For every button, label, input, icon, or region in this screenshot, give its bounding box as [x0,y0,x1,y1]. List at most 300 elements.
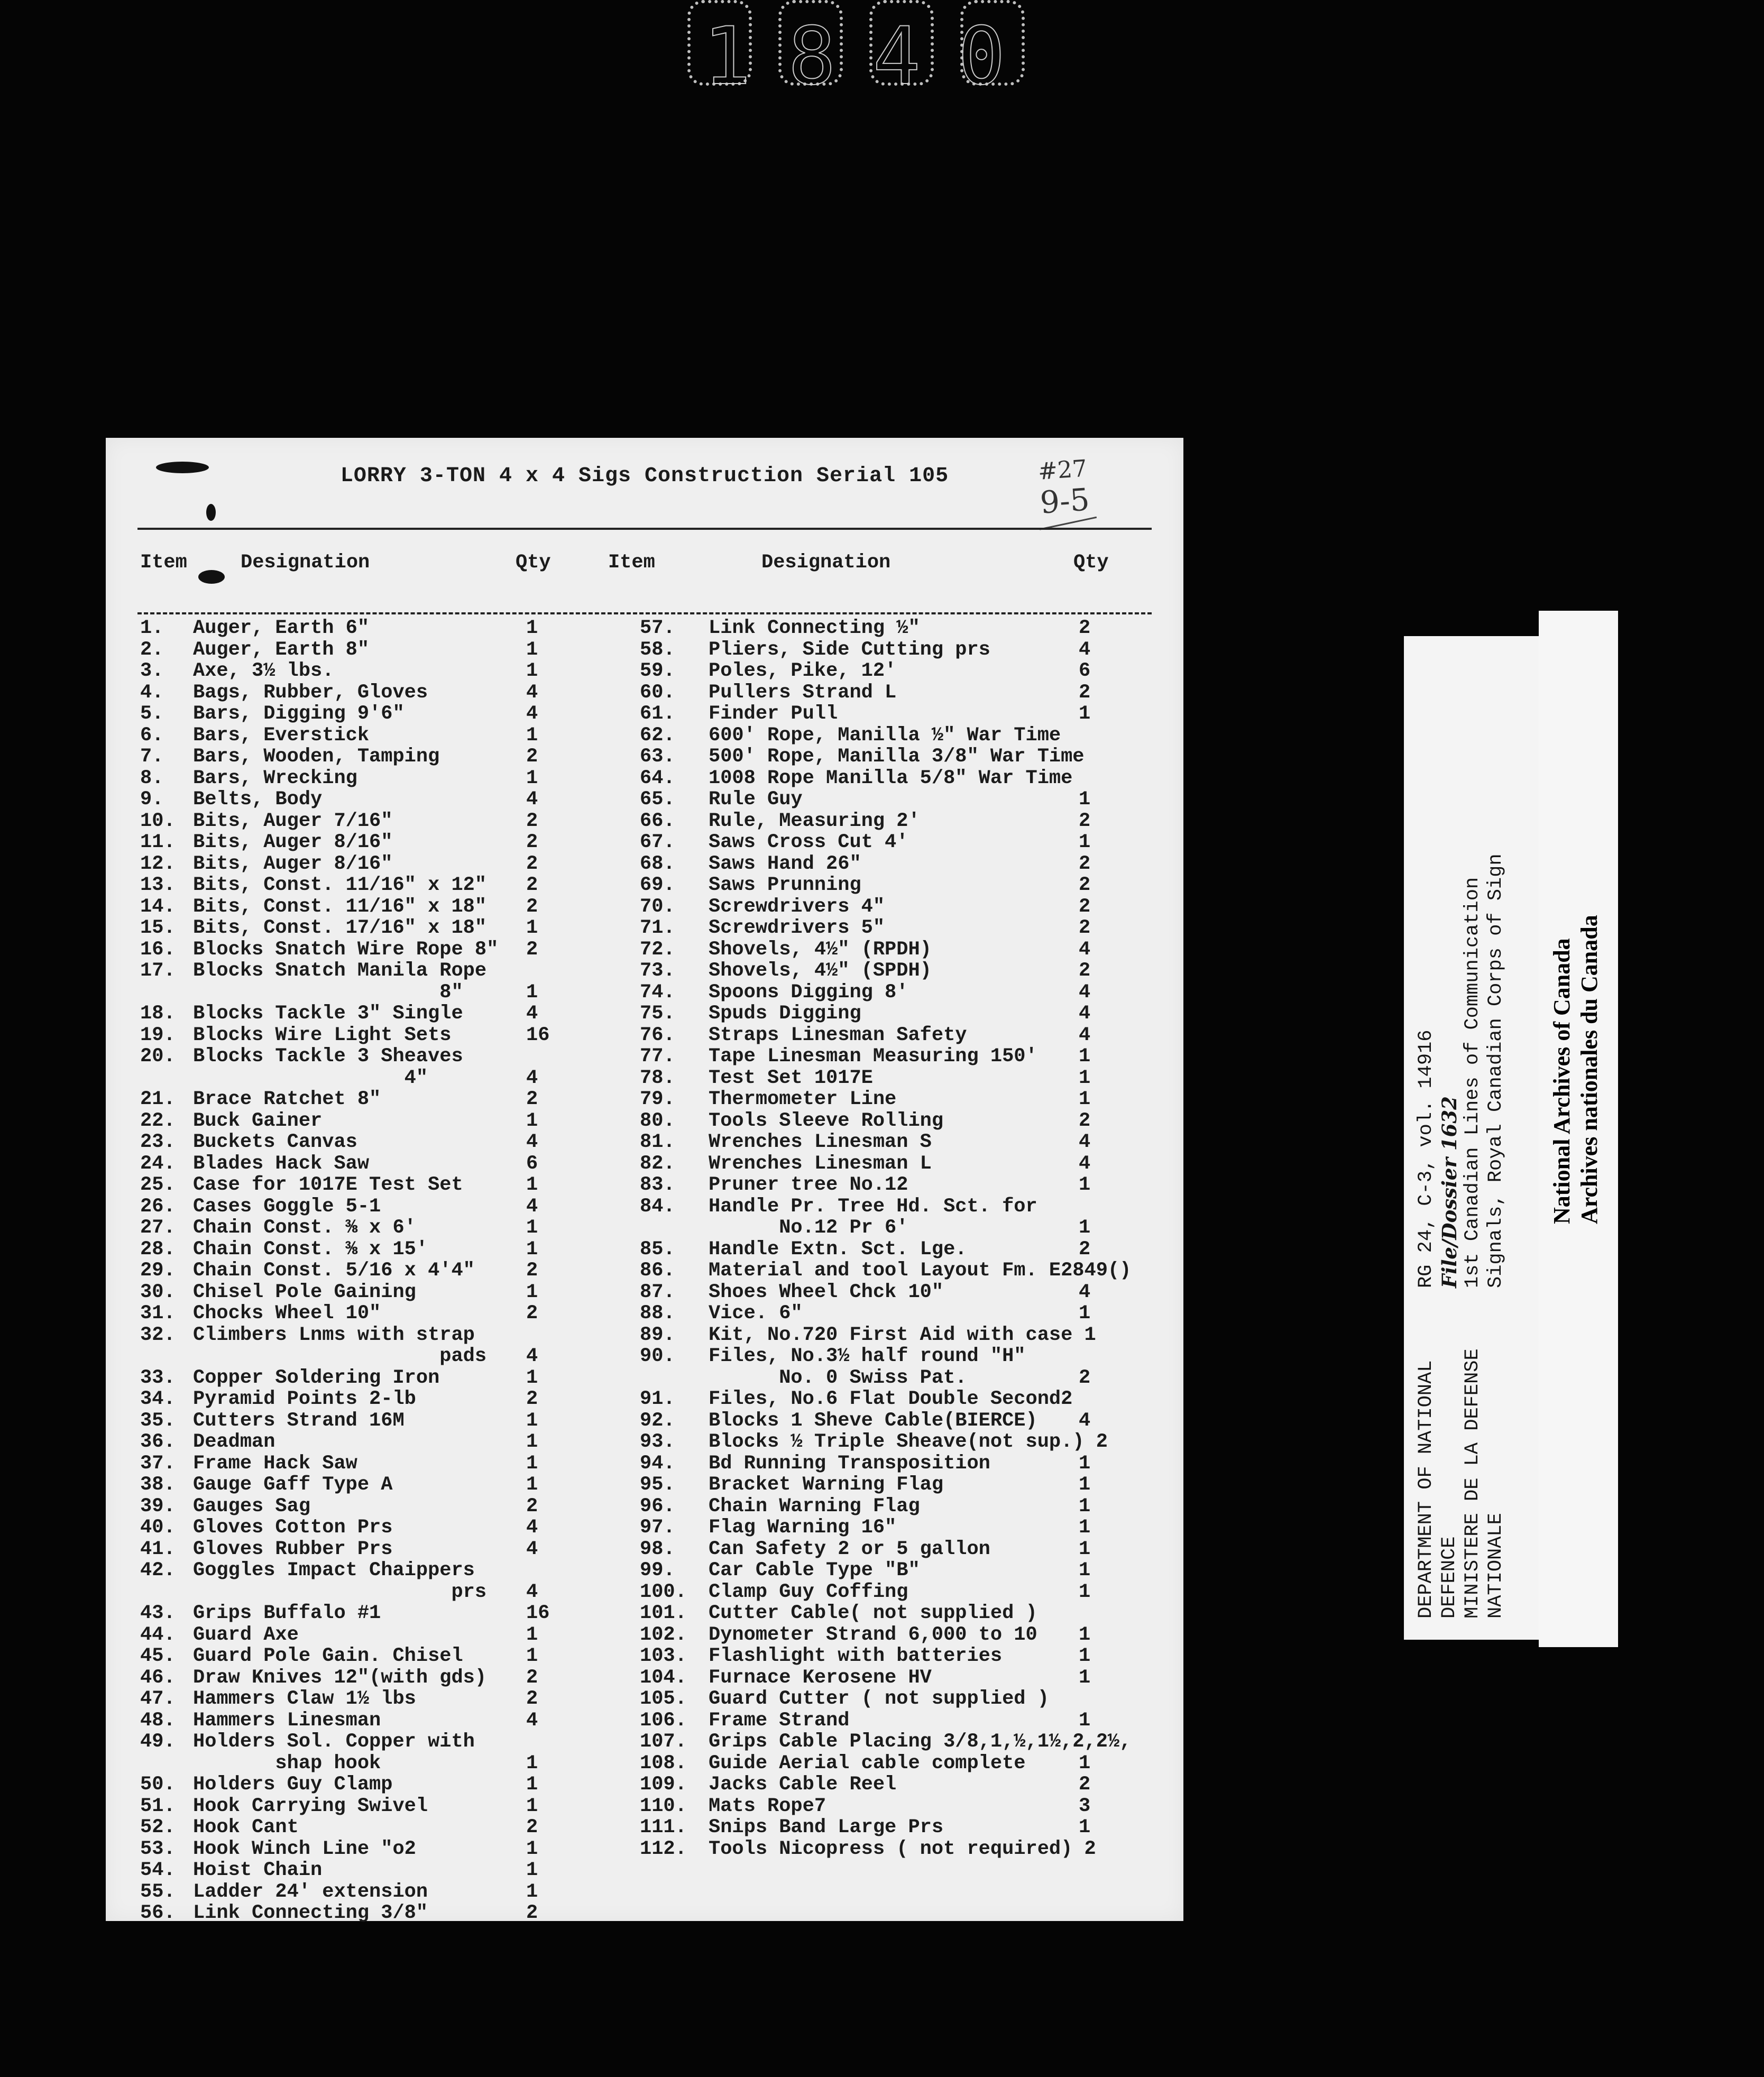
left-item-column [140,618,616,1924]
list-item [640,1325,1169,1346]
item-number: 51. [140,1795,176,1817]
item-number: 49. [140,1731,176,1753]
item-number: 2. [140,638,164,661]
item-number: 13. [140,874,176,896]
item-designation: Finder Pull [709,703,838,725]
item-designation: Frame Hack Saw [193,1452,357,1475]
item-qty: 2 [1079,895,1091,918]
item-number: 99. [640,1559,675,1582]
list-item [640,618,1169,639]
item-qty: 1 [526,1795,538,1817]
list-item [640,1453,1169,1475]
item-number: 85. [640,1238,675,1261]
item-designation: Hook Winch Line "o2 [193,1837,416,1860]
item-qty: 1 [526,1281,538,1303]
item-number: 112. [640,1837,687,1860]
item-designation: Shovels, 4½" (SPDH) [709,960,932,982]
list-item [640,639,1169,661]
item-qty: 1 [526,1623,538,1646]
item-qty: 2 [526,1902,538,1924]
item-qty: 4 [526,1709,538,1732]
item-number: 38. [140,1474,176,1496]
list-item [640,1646,1169,1667]
item-number: 97. [640,1517,675,1539]
list-item [640,1496,1169,1518]
item-designation: Gloves Rubber Prs [193,1538,393,1560]
item-number: 100. [640,1580,687,1603]
item-designation: Axe, 3½ lbs. [193,660,334,682]
item-number: 103. [640,1645,687,1667]
item-designation: Flashlight with batteries [709,1645,1003,1667]
item-qty: 4 [1079,1131,1091,1153]
list-item [140,703,616,725]
item-number: 62. [640,724,675,747]
list-item [140,1260,616,1282]
header-rule [137,612,1152,614]
item-qty: 2 [526,874,538,896]
list-item [640,939,1169,961]
list-item [640,1153,1169,1175]
item-qty: 1 [526,1366,538,1389]
item-number: 29. [140,1260,176,1282]
item-designation: Belts, Body [193,788,323,811]
item-qty: 4 [526,1580,538,1603]
inventory-sheet [106,438,1183,1924]
item-qty: 4 [1079,981,1091,1004]
list-item [140,853,616,875]
item-qty: 1 [1079,1517,1091,1539]
list-item [640,789,1169,811]
item-designation: Poles, Pike, 12' [709,660,897,682]
item-qty: 4 [526,1003,538,1025]
item-designation: Bars, Digging 9'6" [193,703,405,725]
item-qty: 4 [1079,1003,1091,1025]
list-item [640,1303,1169,1325]
list-item [140,1025,616,1046]
item-number: 27. [140,1217,176,1239]
item-designation: Jacks Cable Reel [709,1773,897,1796]
item-qty: 1 [1079,703,1091,725]
item-number: 63. [640,746,675,768]
item-number: 75. [640,1003,675,1025]
item-qty: 6 [526,1152,538,1175]
header-item-left: Item [140,552,187,574]
item-qty: 1 [1079,1474,1091,1496]
list-item [140,1367,616,1389]
item-designation: Blocks Tackle 3 Sheaves [193,1045,463,1068]
list-item [640,1282,1169,1303]
list-item [640,725,1169,747]
item-designation: Saws Prunning [709,874,861,896]
archive-label [1404,636,1540,1640]
list-item [640,1731,1169,1753]
item-qty: 1 [526,767,538,789]
item-number: 32. [140,1324,176,1346]
item-number: 101. [640,1602,687,1624]
list-item [640,1474,1169,1496]
item-designation: Gauge Gaff Type A [193,1474,393,1496]
archive-card [1539,611,1618,1647]
item-number: 91. [640,1388,675,1410]
list-item [140,1839,616,1860]
item-qty: 4 [526,1517,538,1539]
list-item [640,1624,1169,1646]
item-qty: 1 [526,1238,538,1261]
item-number: 48. [140,1709,176,1732]
item-number: 92. [640,1409,675,1432]
item-designation: Grips Buffalo #1 [193,1602,381,1624]
list-item [140,1731,616,1753]
item-number: 57. [640,617,675,639]
item-designation: Pullers Strand L [709,681,897,704]
item-number: 78. [640,1067,675,1089]
item-designation: Case for 1017E Test Set [193,1174,463,1196]
list-item [640,1839,1169,1860]
item-designation: Draw Knives 12"(with gds) [193,1666,487,1689]
ink-blot [198,570,225,584]
list-item [140,896,616,918]
item-number: 3. [140,660,164,682]
item-number: 18. [140,1003,176,1025]
item-qty: 1 [1079,1645,1091,1667]
list-item [640,853,1169,875]
list-item [640,811,1169,832]
list-item [640,1217,1169,1239]
list-item [140,960,616,982]
item-designation: Screwdrivers 5" [709,917,885,939]
list-item [640,1560,1169,1582]
list-item [140,1346,616,1367]
item-designation: Kit, No.720 First Aid with case 1 [709,1324,1096,1346]
item-qty: 1 [526,981,538,1004]
item-qty: 4 [526,1131,538,1153]
item-number: 105. [640,1688,687,1710]
right-item-column [640,618,1169,1860]
frame-number-text: 1840 [703,11,1043,103]
item-designation: No. 0 Swiss Pat. [709,1366,967,1389]
list-item [140,1325,616,1346]
list-item [140,789,616,811]
item-designation: Guard Axe [193,1623,299,1646]
item-qty: 1 [526,1409,538,1432]
list-item [640,1132,1169,1153]
item-designation: Copper Soldering Iron [193,1366,440,1389]
item-qty: 4 [1079,638,1091,661]
archive-card-line: Archives nationales du Canada [1576,915,1602,1224]
item-designation: Cutters Strand 16M [193,1409,405,1432]
item-number: 67. [640,831,675,853]
list-item [140,746,616,768]
item-qty: 1 [526,617,538,639]
item-qty: 1 [526,1880,538,1903]
item-qty: 16 [526,1602,550,1624]
list-item [640,1582,1169,1603]
item-qty: 2 [526,852,538,875]
item-designation: Cutter Cable( not supplied ) [709,1602,1037,1624]
item-designation: Bits, Auger 8/16" [193,831,393,853]
list-item [640,1196,1169,1218]
item-qty: 1 [1079,1452,1091,1475]
item-number: 110. [640,1795,687,1817]
item-number: 8. [140,767,164,789]
list-item [140,1603,616,1624]
item-qty: 4 [1079,1409,1091,1432]
item-qty: 1 [1079,1666,1091,1689]
archive-line: RG 24, C-3, vol. 14916 [1415,1030,1437,1288]
item-number: 43. [140,1602,176,1624]
item-designation: Bits, Const. 11/16" x 12" [193,874,487,896]
item-number: 50. [140,1773,176,1796]
list-item [140,1239,616,1261]
list-item [140,1496,616,1518]
item-number: 104. [640,1666,687,1689]
item-number: 31. [140,1302,176,1325]
item-qty: 1 [1079,1580,1091,1603]
item-qty: 4 [526,1538,538,1560]
item-number: 30. [140,1281,176,1303]
item-qty: 1 [1079,1816,1091,1839]
item-designation: Clamp Guy Coffing [709,1580,908,1603]
list-item [640,1260,1169,1282]
archive-card-line: National Archives of Canada [1549,938,1575,1224]
item-designation: Flag Warning 16" [709,1517,897,1539]
item-designation: Saws Hand 26" [709,852,861,875]
list-item [140,1174,616,1196]
item-designation: Bars, Wrecking [193,767,357,789]
item-designation: Test Set 1017E [709,1067,873,1089]
list-item [640,703,1169,725]
item-designation: Goggles Impact Chaippers [193,1559,475,1582]
item-designation: Link Connecting 3/8" [193,1902,428,1924]
item-qty: 1 [1079,1067,1091,1089]
item-number: 54. [140,1859,176,1881]
item-qty: 1 [1079,1752,1091,1775]
item-qty: 4 [526,1195,538,1218]
item-designation: Car Cable Type "B" [709,1559,920,1582]
archive-line: NATIONALE [1485,1513,1507,1619]
item-qty: 2 [1079,617,1091,639]
item-designation: Guard Pole Gain. Chisel [193,1645,463,1667]
list-item [640,746,1169,768]
top-rule [137,528,1152,530]
item-designation: Bars, Wooden, Tamping [193,746,440,768]
item-designation: Blades Hack Saw [193,1152,370,1175]
item-qty: 4 [526,1345,538,1367]
list-item [640,1688,1169,1710]
item-designation: Hammers Linesman [193,1709,381,1732]
item-qty: 4 [1079,938,1091,961]
list-item [140,1710,616,1732]
item-designation: Deadman [193,1431,275,1453]
item-number: 35. [140,1409,176,1432]
item-number: 55. [140,1880,176,1903]
item-designation: Spoons Digging 8' [709,981,908,1004]
item-number: 61. [640,703,675,725]
list-item [140,811,616,832]
item-designation: Cases Goggle 5-1 [193,1195,381,1218]
item-qty: 2 [526,810,538,832]
list-item [140,1560,616,1582]
item-qty: 1 [1079,1538,1091,1560]
list-item [640,1753,1169,1775]
item-qty: 2 [1079,960,1091,982]
item-number: 73. [640,960,675,982]
list-item [140,1217,616,1239]
item-designation: Gloves Cotton Prs [193,1517,393,1539]
list-item [640,982,1169,1004]
item-qty: 1 [526,724,538,747]
item-number: 65. [640,788,675,811]
item-qty: 1 [526,1174,538,1196]
list-item [640,1239,1169,1261]
item-designation: Pliers, Side Cutting prs [709,638,990,661]
list-item [640,1796,1169,1817]
item-qty: 2 [526,1302,538,1325]
handwritten-note-line: #27 [1037,455,1088,485]
item-designation: Blocks ½ Triple Sheave(not sup.) 2 [709,1431,1108,1453]
archive-line: Signals, Royal Canadian Corps of Sign [1485,853,1507,1288]
list-item [640,1025,1169,1046]
item-designation: Bits, Const. 17/16" x 18" [193,917,487,939]
item-number: 40. [140,1517,176,1539]
item-qty: 4 [1079,1152,1091,1175]
item-designation: Wrenches Linesman L [709,1152,932,1175]
list-item [640,875,1169,896]
item-number: 102. [640,1623,687,1646]
list-item [140,1903,616,1924]
item-qty: 2 [1079,1109,1091,1132]
list-item [140,832,616,853]
list-item [140,1474,616,1496]
list-item [640,1710,1169,1732]
list-item [640,1817,1169,1839]
item-designation: Furnace Kerosene HV [709,1666,932,1689]
list-item [640,1389,1169,1410]
item-number: 6. [140,724,164,747]
item-designation: Bd Running Transposition [709,1452,990,1475]
item-designation: shap hook [193,1752,381,1775]
item-qty: 1 [526,660,538,682]
item-designation: Straps Linesman Safety [709,1024,967,1046]
list-item [640,1774,1169,1796]
item-number: 69. [640,874,675,896]
item-number: 37. [140,1452,176,1475]
item-designation: Auger, Earth 8" [193,638,370,661]
item-number: 14. [140,895,176,918]
list-item [140,639,616,661]
item-number: 94. [640,1452,675,1475]
list-item [640,1089,1169,1110]
item-designation: Holders Guy Clamp [193,1773,393,1796]
list-item [140,1046,616,1068]
item-designation: Chisel Pole Gaining [193,1281,416,1303]
item-number: 42. [140,1559,176,1582]
item-number: 11. [140,831,176,853]
item-designation: Bars, Everstick [193,724,370,747]
item-qty: 2 [1079,1366,1091,1389]
item-number: 109. [640,1773,687,1796]
item-number: 21. [140,1088,176,1110]
archive-line: MINISTERE DE LA DEFENSE [1462,1348,1484,1619]
item-number: 46. [140,1666,176,1689]
list-item [140,1282,616,1303]
item-number: 22. [140,1109,176,1132]
list-item [140,982,616,1004]
item-qty: 1 [526,1452,538,1475]
item-number: 23. [140,1131,176,1153]
item-qty: 4 [526,1067,538,1089]
item-qty: 2 [526,746,538,768]
item-designation: Bits, Auger 7/16" [193,810,393,832]
item-designation: Chain Const. ⅜ x 6' [193,1217,416,1239]
item-designation: Files, No.6 Flat Double Second2 [709,1388,1073,1410]
item-qty: 1 [526,1109,538,1132]
list-item [140,725,616,747]
item-designation: Screwdrivers 4" [709,895,885,918]
item-qty: 1 [1079,1088,1091,1110]
item-qty: 1 [526,638,538,661]
item-qty: 2 [1079,917,1091,939]
item-number: 34. [140,1388,176,1410]
item-designation: Thermometer Line [709,1088,897,1110]
item-designation: 4" [193,1067,428,1089]
item-designation: Holders Sol. Copper with [193,1731,475,1753]
item-designation: Blocks Snatch Manila Rope [193,960,487,982]
item-number: 70. [640,895,675,918]
list-item [140,1132,616,1153]
item-number: 88. [640,1302,675,1325]
item-number: 71. [640,917,675,939]
item-number: 36. [140,1431,176,1453]
item-qty: 1 [526,1474,538,1496]
item-number: 33. [140,1366,176,1389]
item-qty: 1 [526,1837,538,1860]
item-qty: 4 [526,703,538,725]
item-qty: 1 [526,1773,538,1796]
item-qty: 16 [526,1024,550,1046]
list-item [640,1110,1169,1132]
item-number: 26. [140,1195,176,1218]
item-qty: 6 [1079,660,1091,682]
item-number: 93. [640,1431,675,1453]
list-item [640,1603,1169,1624]
item-number: 68. [640,852,675,875]
list-item [140,1796,616,1817]
item-number: 86. [640,1260,675,1282]
item-designation: 8" [193,981,463,1004]
item-designation: Snips Band Large Prs [709,1816,944,1839]
item-designation: Saws Cross Cut 4' [709,831,908,853]
list-item [640,1003,1169,1025]
item-designation: Chocks Wheel 10" [193,1302,381,1325]
list-item [640,1174,1169,1196]
archive-line: DEFENCE [1438,1536,1460,1619]
handwritten-note [1026,443,1110,528]
item-qty: 1 [526,917,538,939]
list-item [140,660,616,682]
item-number: 15. [140,917,176,939]
list-item [140,1068,616,1089]
item-number: 96. [640,1495,675,1518]
item-number: 72. [640,938,675,961]
list-item [140,1860,616,1881]
item-qty: 1 [1079,831,1091,853]
item-designation: Hook Carrying Swivel [193,1795,428,1817]
list-item [140,1774,616,1796]
item-designation: Mats Rope7 [709,1795,826,1817]
item-number: 10. [140,810,176,832]
item-designation: Guard Cutter ( not supplied ) [709,1688,1049,1710]
